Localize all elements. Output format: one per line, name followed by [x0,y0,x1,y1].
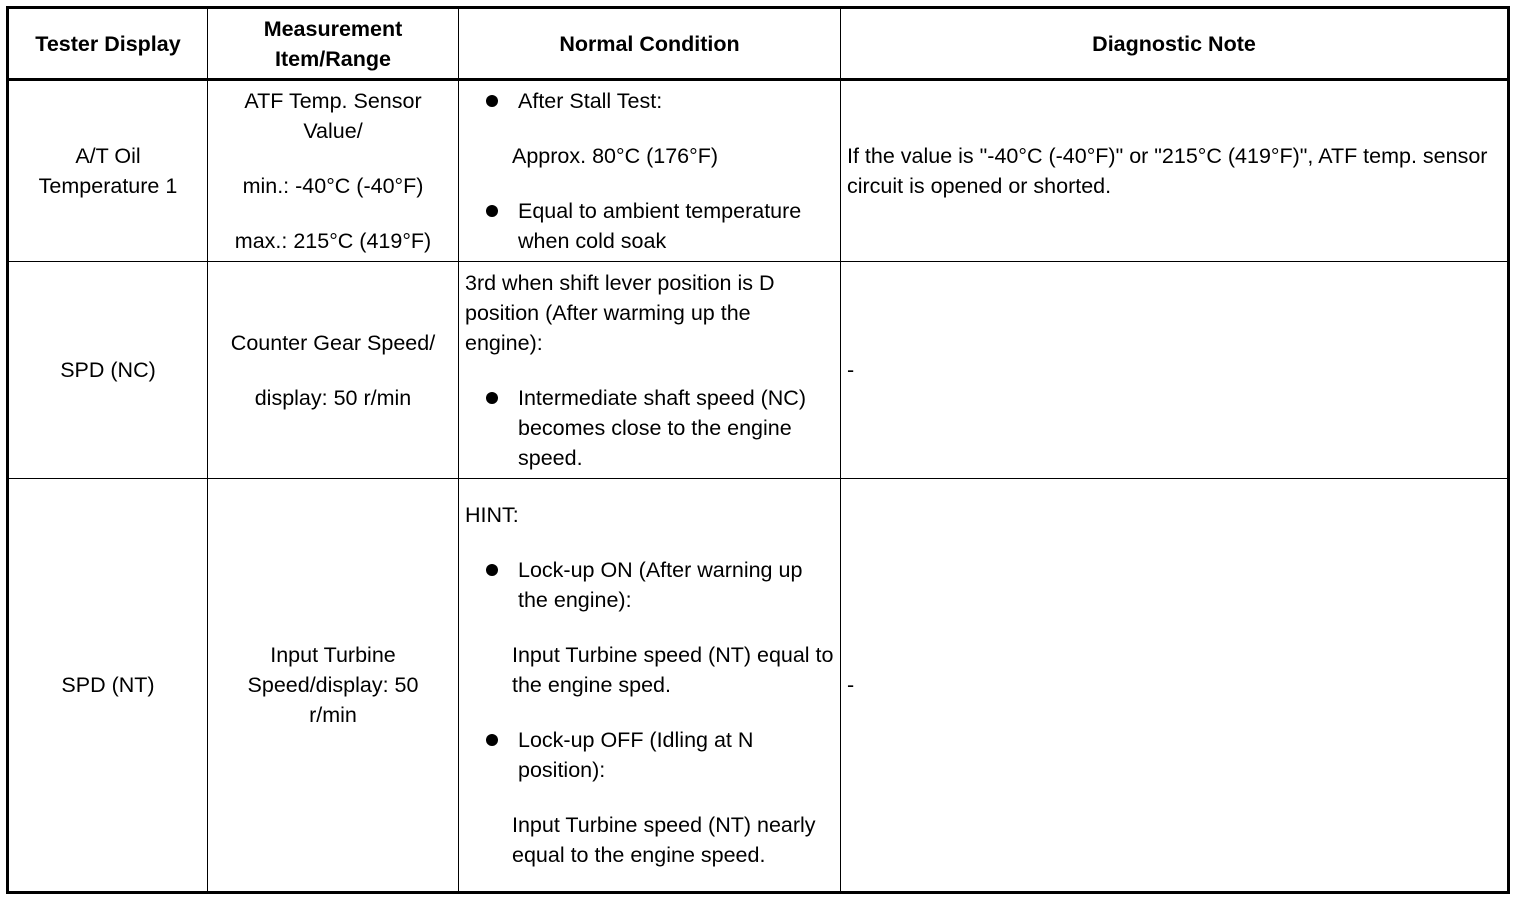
measurement-line: Input Turbine Speed/display: 50 r/min [247,643,419,727]
bullet-item: After Stall Test: [465,86,834,116]
table-row [8,262,1509,479]
diagnostic-note-cell: - [841,262,1509,479]
table-row [8,479,1509,893]
bullet-icon [486,95,498,107]
diagnostic-data-table [6,6,1510,894]
tester-display-cell: SPD (NC) [8,262,208,479]
condition-detail: Approx. 80°C (176°F) [512,144,719,168]
normal-condition-cell [459,80,841,262]
table-header-row [8,8,1509,80]
measurement-cell [208,479,459,893]
measurement-line: min.: -40°C (-40°F) [242,174,424,198]
bullet-item: Lock-up ON (After warning up the engine): [465,555,834,615]
condition-detail: Input Turbine speed (NT) nearly equal to the engine speed. [512,813,816,867]
measurement-cell [208,262,459,479]
normal-condition-cell [459,479,841,893]
measurement-line: display: 50 r/min [254,385,412,410]
bullet-icon [486,392,498,404]
diagnostic-note-cell: If the value is "-40°C (-40°F)" or "215°C (419°F)", ATF temp. sensor circuit is opened or shorted. [841,80,1509,262]
tester-display-cell: A/T Oil Temperature 1 [8,80,208,262]
table-row [8,80,1509,262]
condition-intro: HINT: [465,503,519,527]
measurement-cell [208,80,459,262]
tester-display-cell: SPD (NT) [8,479,208,893]
diagnostic-note-cell: - [841,479,1509,893]
normal-condition-cell [459,262,841,479]
bullet-icon [486,564,498,576]
bullet-icon [486,205,498,217]
condition-intro: 3rd when shift lever position is D position (After warming up the engine): [465,270,775,355]
condition-detail: Input Turbine speed (NT) equal to the engine sped. [512,643,834,697]
bullet-item: Lock-up OFF (Idling at N position): [465,725,834,785]
bullet-item: Intermediate shaft speed (NC) becomes close to the engine speed. [465,383,834,473]
bullet-icon [486,734,498,746]
header-normal-condition: Normal Condition [459,8,841,80]
header-diagnostic-note: Diagnostic Note [841,8,1509,80]
header-measurement-item: Measurement Item/Range [208,8,459,80]
header-tester-display: Tester Display [8,8,208,80]
bullet-item: Equal to ambient temperature when cold soak [465,196,834,256]
measurement-line: ATF Temp. Sensor Value/ [244,89,422,143]
measurement-line: max.: 215°C (419°F) [234,229,432,253]
measurement-line: Counter Gear Speed/ [230,330,436,355]
